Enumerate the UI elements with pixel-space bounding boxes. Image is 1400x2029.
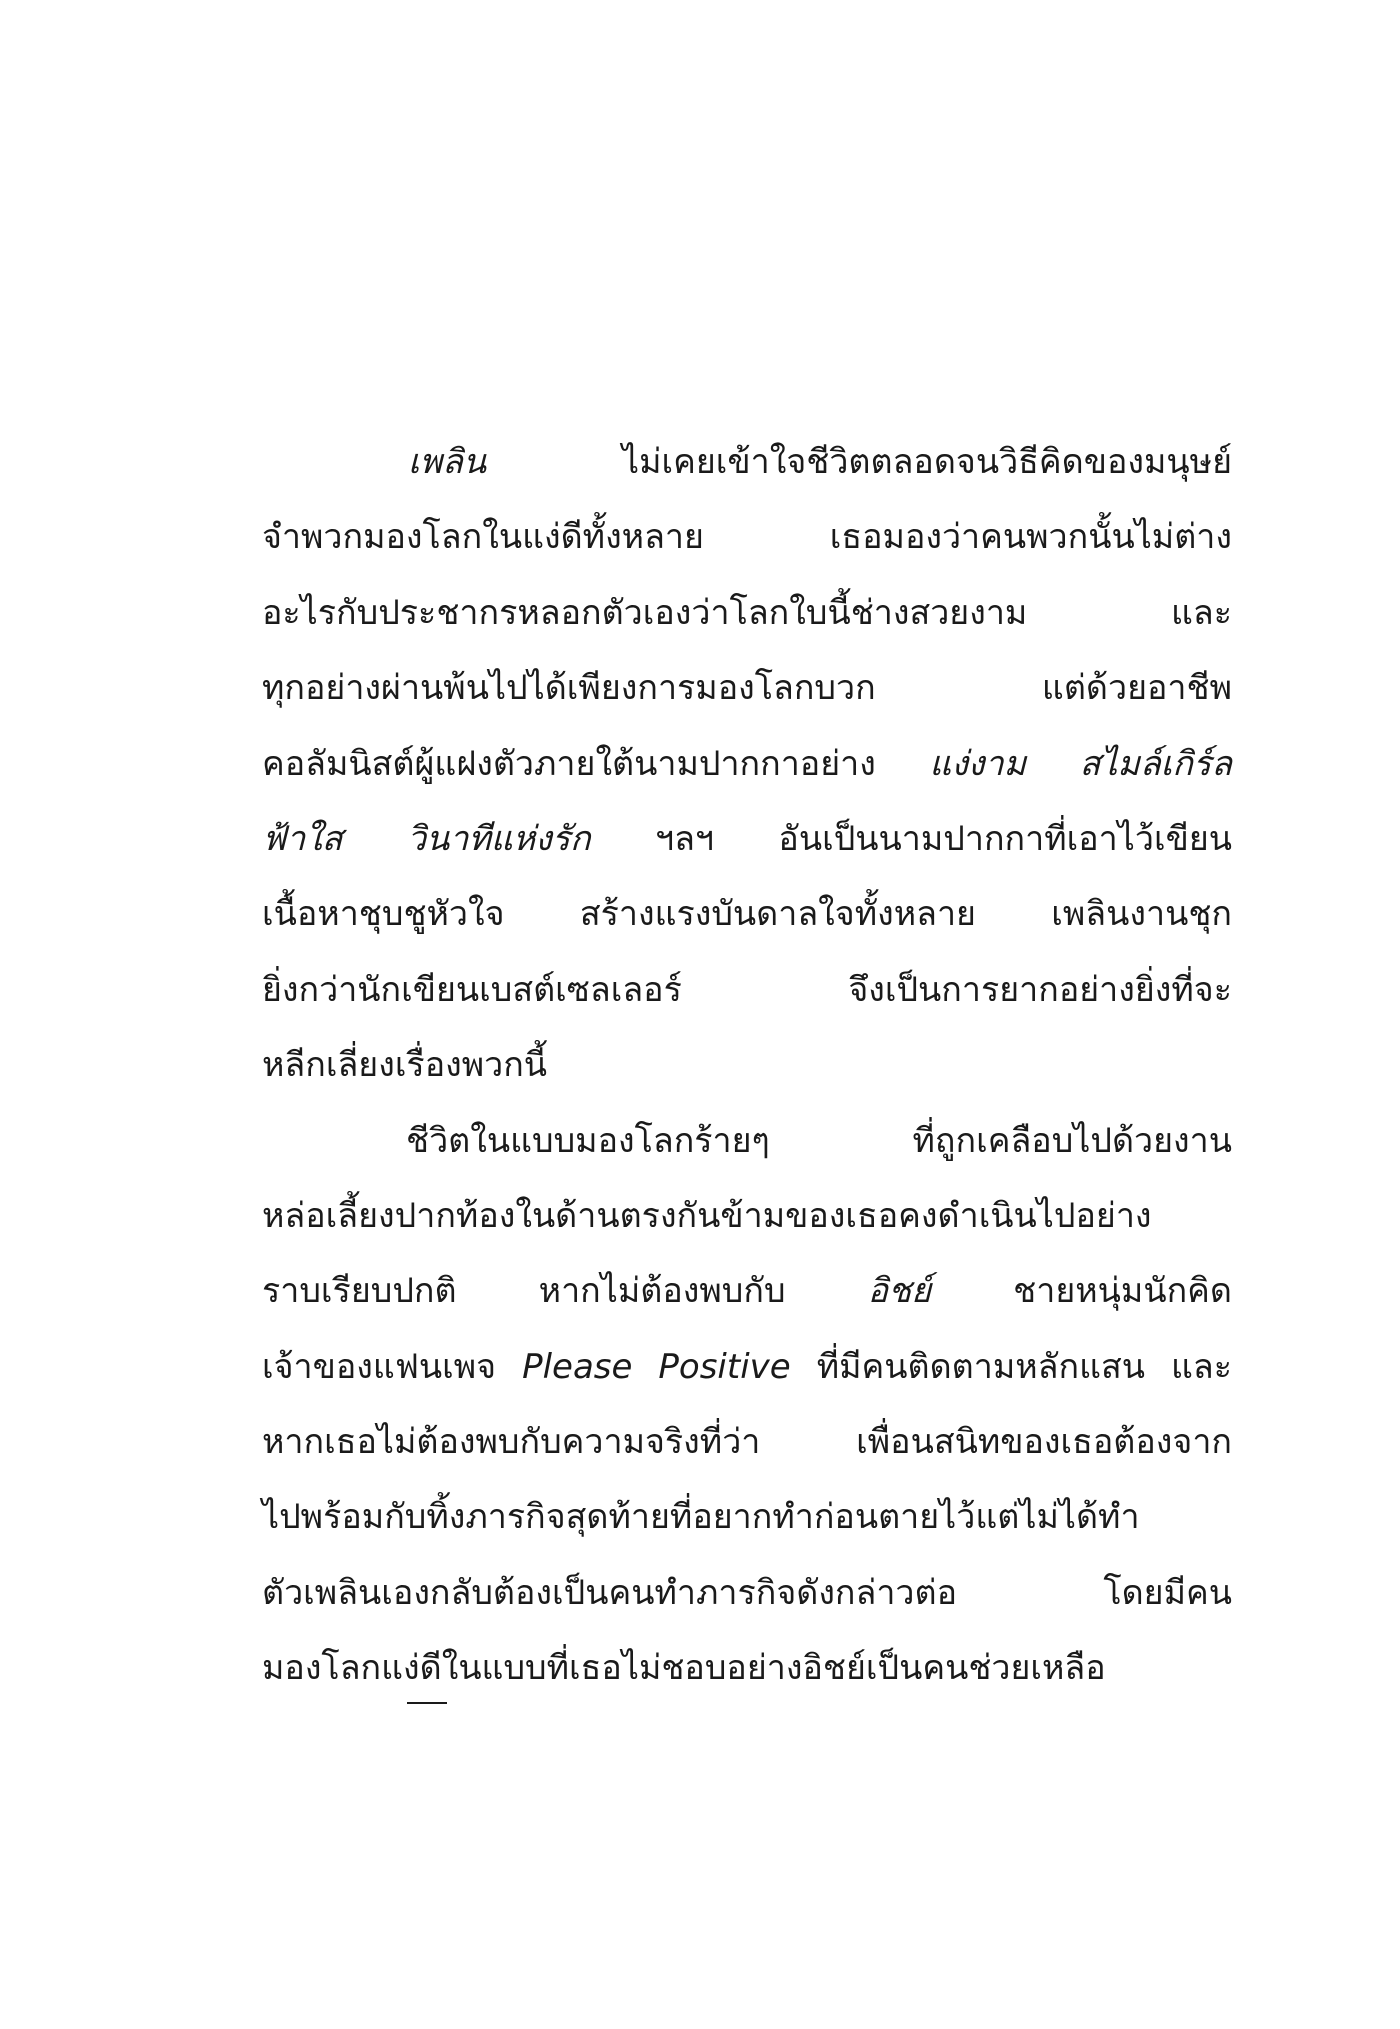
paragraph-1-line-3: อะไรกับประชากรหลอกตัวเองว่าโลกใบนี้ช่างสวยงาม และ (262, 592, 1232, 633)
paragraph-1-line-6: ฟ้าใส วินาทีแห่งรัก ฯลฯ อันเป็นนามปากกาที่เอาไว้เขียน (262, 818, 1232, 859)
paragraph-2-line-6: ไปพร้อมกับทิ้งภารกิจสุดท้ายที่อยากทำก่อนตายไว้แต่ไม่ได้ทำ (262, 1497, 1140, 1538)
character-name-plern: เพลิน (408, 442, 487, 482)
paragraph-1-line-9: หลีกเลี่ยงเรื่องพวกนี้ (262, 1045, 548, 1086)
paragraph-2-line-2: หล่อเลี้ยงปากท้องในด้านตรงกันข้ามของเธอคงดำเนินไปอย่าง (262, 1195, 1152, 1236)
paragraph-2-line-1: ชีวิตในแบบมองโลกร้ายๆ ที่ถูกเคลือบไปด้วยงาน (406, 1120, 1232, 1161)
paragraph-2-line-3: ราบเรียบปกติ หากไม่ต้องพบกับ อิชย์ ชายหนุ่มนักคิด (262, 1271, 1232, 1312)
paragraph-2-line-8: มองโลกแง่ดีในแบบที่เธอไม่ชอบอย่างอิชย์เป็นคนช่วยเหลือ (262, 1648, 1106, 1689)
paragraph-1-line-8: ยิ่งกว่านักเขียนเบสต์เซลเลอร์ จึงเป็นการยากอย่างยิ่งที่จะ (262, 969, 1232, 1010)
section-separator (407, 1702, 447, 1704)
pen-names-continued: ฟ้าใส วินาทีแห่งรัก (262, 818, 591, 859)
paragraph-1-line-5: คอลัมนิสต์ผู้แฝงตัวภายใต้นามปากกาอย่าง แง่งาม สไมล์เกิร์ล (262, 743, 1232, 784)
paragraph-1-line-4: ทุกอย่างผ่านพ้นไปได้เพียงการมองโลกบวก แต่ด้วยอาชีพ (262, 668, 1232, 709)
fanpage-name: Please Positive (522, 1346, 791, 1387)
paragraph-2-line-5: หากเธอไม่ต้องพบกับความจริงที่ว่า เพื่อนสนิทของเธอต้องจาก (262, 1422, 1232, 1463)
paragraph-2-line-7: ตัวเพลินเองกลับต้องเป็นคนทำภารกิจดังกล่าวต่อ โดยมีคน (262, 1572, 1232, 1613)
paragraph-2-line-4: เจ้าของแฟนเพจ Please Positive ที่มีคนติดตามหลักแสน และ (262, 1346, 1232, 1387)
paragraph-1-line-7: เนื้อหาชุบชูหัวใจ สร้างแรงบันดาลใจทั้งหลาย เพลินงานชุก (262, 894, 1232, 935)
pen-names: แง่งาม สไมล์เกิร์ล (929, 743, 1232, 784)
character-name-ich: อิชย์ (867, 1271, 932, 1312)
paragraph-1-line-1: เพลิน ไม่เคยเข้าใจชีวิตตลอดจนวิธีคิดของมนุษย์ (408, 442, 1232, 482)
synopsis-text (262, 425, 1232, 1707)
paragraph-1-line-2: จำพวกมองโลกในแง่ดีทั้งหลาย เธอมองว่าคนพวกนั้นไม่ต่าง (262, 517, 1232, 558)
